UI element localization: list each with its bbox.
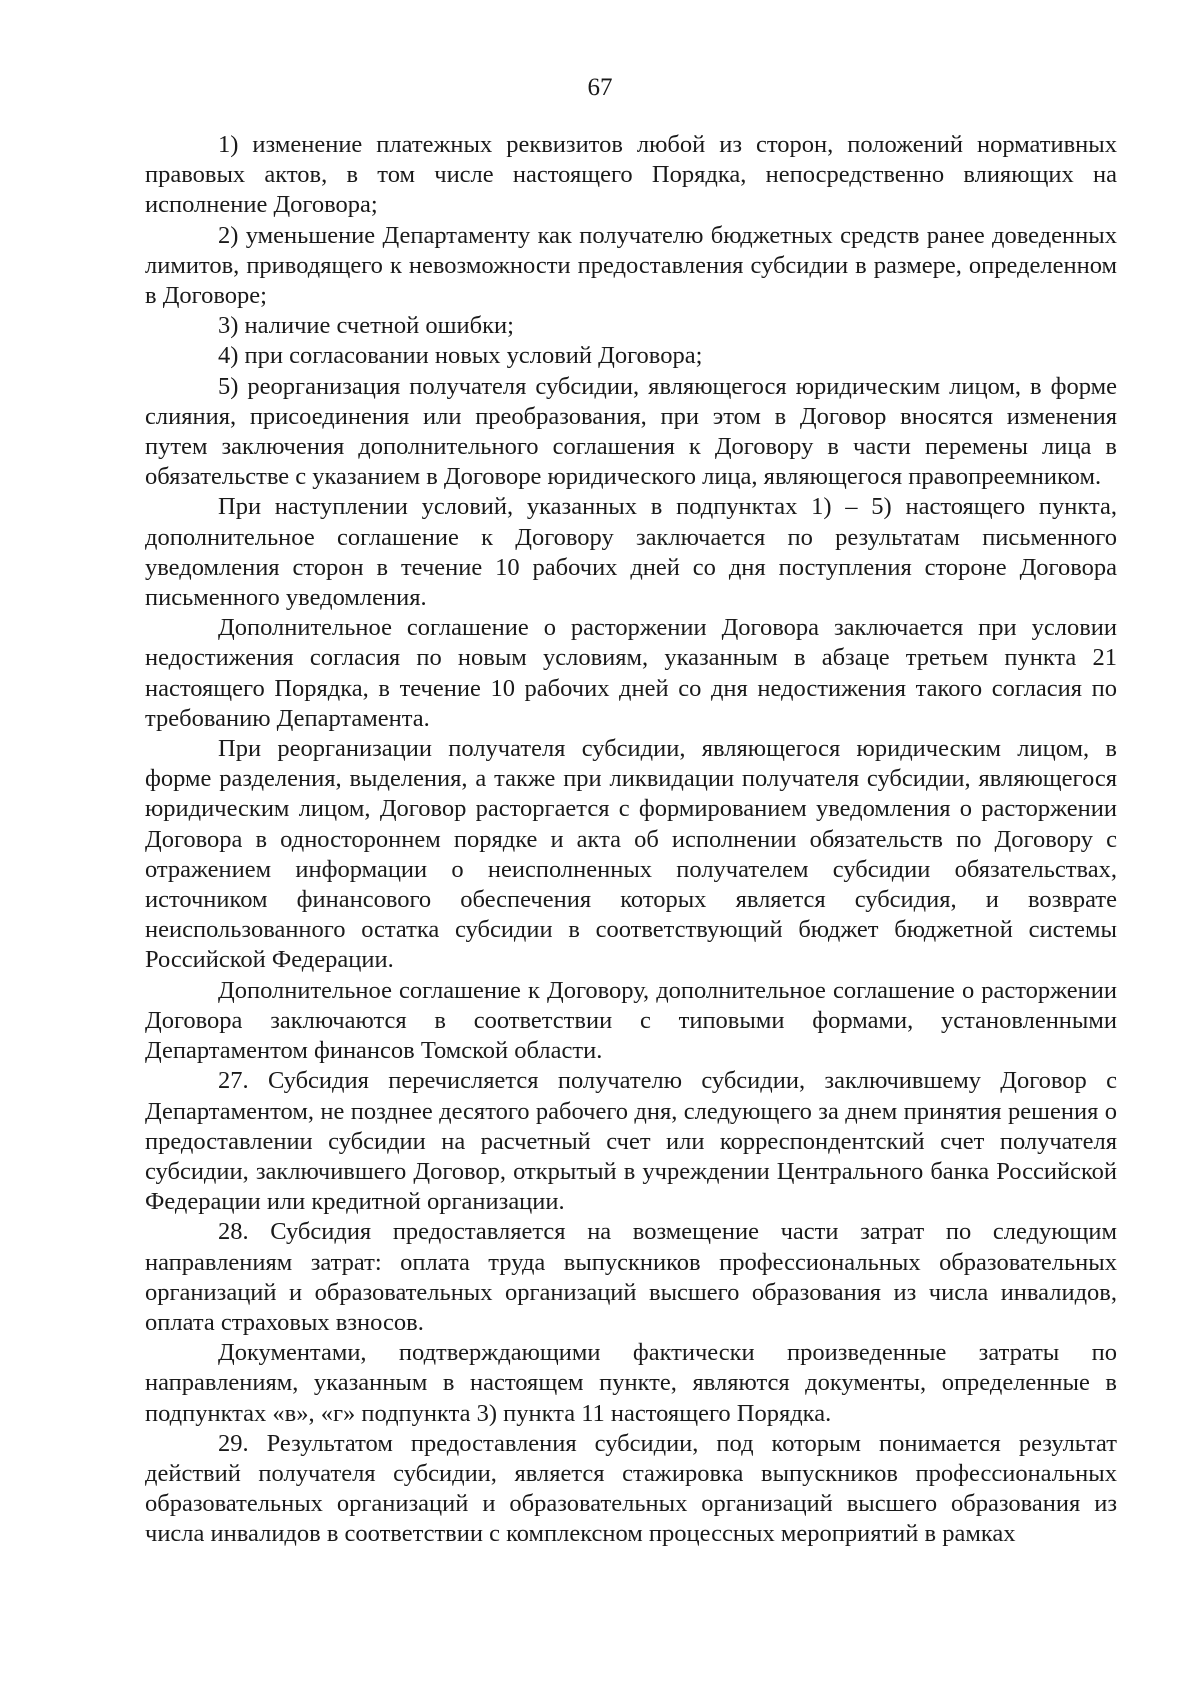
list-item-3: 3) наличие счетной ошибки; [218, 312, 514, 340]
list-item-2: 2) уменьшение Департаменту как получателю бюджетных средств ранее доведенных лимитов, приводящего к невозможности предоставления субсидии в размере, определенном в Договоре; [145, 221, 1117, 310]
clause-29: 29. Результатом предоставления субсидии, под которым понимается результат действий получателя субсидии, является стажировка выпускников профессиональных образовательных организаций и образовательных организаций высшего образования из числа инвалидов в соответствии с комплексном процессных мероприятий в рамках [145, 1429, 1117, 1548]
page-number: 67 [587, 74, 613, 101]
paragraph-conditions: При наступлении условий, указанных в подпунктах 1) – 5) настоящего пункта, дополнительное соглашение к Договору заключается по результатам письменного уведомления сторон в течение 10 рабочих дней со дня поступления стороне Договора письменного уведомления. [145, 493, 1117, 612]
paragraph-standard-forms: Дополнительное соглашение к Договору, дополнительное соглашение о расторжении Договора заключаются в соответствии с типовыми формами, установленными Департаментом финансов Томской области. [145, 976, 1117, 1065]
paragraph-termination-agreement: Дополнительное соглашение о расторжении Договора заключается при условии недостижения согласия по новым условиям, указанным в абзаце третьем пункта 21 настоящего Порядка, в течение 10 рабочих дней со дня недостижения такого согласия по требованию Департамента. [145, 614, 1117, 732]
list-item-4: 4) при согласовании новых условий Договора; [218, 342, 703, 370]
document-body [145, 130, 1117, 1550]
clause-27: 27. Субсидия перечисляется получателю субсидии, заключившему Договор с Департаментом, не позднее десятого рабочего дня, следующего за днем принятия решения о предоставлении субсидии на расчетный счет или корреспондентский счет получателя субсидии, заключившего Договор, открытый в учреждении Центрального банка Российской Федерации или кредитной организации. [145, 1067, 1117, 1216]
clause-28: 28. Субсидия предоставляется на возмещение части затрат по следующим направлениям затрат: оплата труда выпускников профессиональных образовательных организаций и образовательных организаций высшего образования из числа инвалидов, оплата страховых взносов. [145, 1218, 1117, 1336]
list-item-1: 1) изменение платежных реквизитов любой из сторон, положений нормативных правовых актов, в том числе настоящего Порядка, непосредственно влияющих на исполнение Договора; [145, 131, 1117, 219]
paragraph-reorganization: При реорганизации получателя субсидии, являющегося юридическим лицом, в форме разделения, выделения, а также при ликвидации получателя субсидии, являющегося юридическим лицом, Договор расторгается с формированием уведомления о расторжении Договора в одностороннем порядке и акта об исполнении обязательств по Договору с отражением информации о неисполненных получателем субсидии обязательствах, источником финансового обеспечения которых является субсидия, и возврате неиспользованного остатка субсидии в соответствующий бюджет бюджетной системы Российской Федерации. [145, 735, 1117, 974]
list-item-5: 5) реорганизация получателя субсидии, являющегося юридическим лицом, в форме слияния, присоединения или преобразования, при этом в Договор вносятся изменения путем заключения дополнительного соглашения к Договору в части перемены лица в обязательстве с указанием в Договоре юридического лица, являющегося правопреемником. [145, 372, 1117, 491]
paragraph-documents: Документами, подтверждающими фактически произведенные затраты по направлениям, указанным в настоящем пункте, являются документы, определенные в подпунктах «в», «г» подпункта 3) пункта 11 настоящего Порядка. [145, 1339, 1117, 1427]
